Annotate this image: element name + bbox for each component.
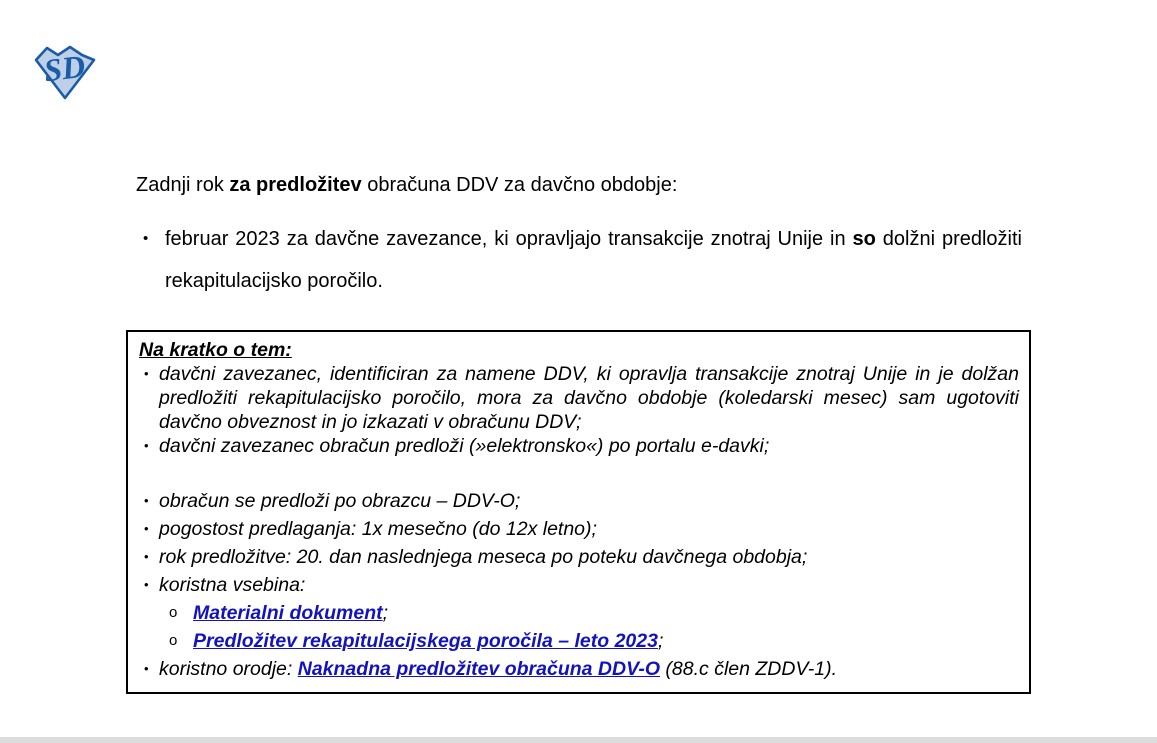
box-bullet-3 <box>137 487 1019 515</box>
box-sub-bullet-1 <box>137 599 1019 627</box>
box-bullet-1-text: davčni zavezanec, identificiran za namene DDV, ki opravlja transakcije znotraj Unije in je dolžan predložiti rekapitulacijsko poročilo, mora za davčno obdobje (koledarski mesec) sam ugotoviti davčno obveznost in jo izkazati v obračunu DDV; <box>159 363 1019 433</box>
intro-bullet <box>136 218 1022 302</box>
box-sub-bullet-1-text: Materialni dokument; <box>193 602 389 624</box>
sd-logo <box>33 42 97 102</box>
intro-bullet-text: februar 2023 za davčne zavezance, ki opravljajo transakcije znotraj Unije in so dolžni predložiti rekapitulacijsko poročilo. <box>165 228 1022 292</box>
info-box <box>126 330 1031 694</box>
blank-line <box>137 458 1019 487</box>
sd-logo-letters: SD <box>42 47 88 89</box>
link-materialni-dokument[interactable]: Materialni dokument <box>193 602 383 624</box>
bullet-marker: • <box>144 661 149 676</box>
box-bullet-6 <box>137 571 1019 599</box>
intro-section <box>136 172 1022 302</box>
box-bullet-3-text: obračun se predloži po obrazcu – DDV-O; <box>159 490 521 512</box>
page-bottom-edge <box>0 737 1157 743</box>
box-bullet-4-text: pogostost predlaganja: 1x mesečno (do 12x letno); <box>159 518 597 540</box>
box-bullet-5-text: rok predložitve: 20. dan naslednjega meseca po poteku davčnega obdobja; <box>159 546 808 568</box>
box-bullet-7 <box>137 655 1019 683</box>
bullet-marker: • <box>144 438 149 453</box>
bullet-marker: • <box>144 549 149 564</box>
bullet-marker: • <box>144 366 149 381</box>
link-predlozitev-rekapitulacijskega-porocila[interactable]: Predložitev rekapitulacijskega poročila – leto 2023 <box>193 630 658 652</box>
box-bullet-6-text: koristna vsebina: <box>159 574 306 596</box>
box-bullet-5 <box>137 543 1019 571</box>
box-bullet-7-text: koristno orodje: Naknadna predložitev obračuna DDV-O (88.c člen ZDDV-1). <box>159 658 838 680</box>
page-title: Zadnji rok za predložitev obračuna DDV za davčno obdobje: <box>136 174 678 196</box>
bullet-marker: • <box>144 493 149 508</box>
bullet-marker: • <box>143 230 149 247</box>
box-sub-bullet-2-text: Predložitev rekapitulacijskega poročila – leto 2023; <box>193 630 664 652</box>
box-bullet-4 <box>137 515 1019 543</box>
bullet-marker: • <box>144 521 149 536</box>
sub-bullet-marker: o <box>169 632 178 649</box>
sub-bullet-marker: o <box>169 604 178 621</box>
box-sub-bullet-2 <box>137 627 1019 655</box>
box-heading: Na kratko o tem: <box>139 339 292 361</box>
box-bullet-1 <box>137 362 1019 434</box>
box-bullet-2 <box>137 434 1019 458</box>
box-bullet-2-text: davčni zavezanec obračun predloži (»elektronsko«) po portalu e-davki; <box>159 435 770 457</box>
bullet-marker: • <box>144 577 149 592</box>
link-naknadna-predlozitev-obracuna[interactable]: Naknadna predložitev obračuna DDV-O <box>297 658 661 680</box>
